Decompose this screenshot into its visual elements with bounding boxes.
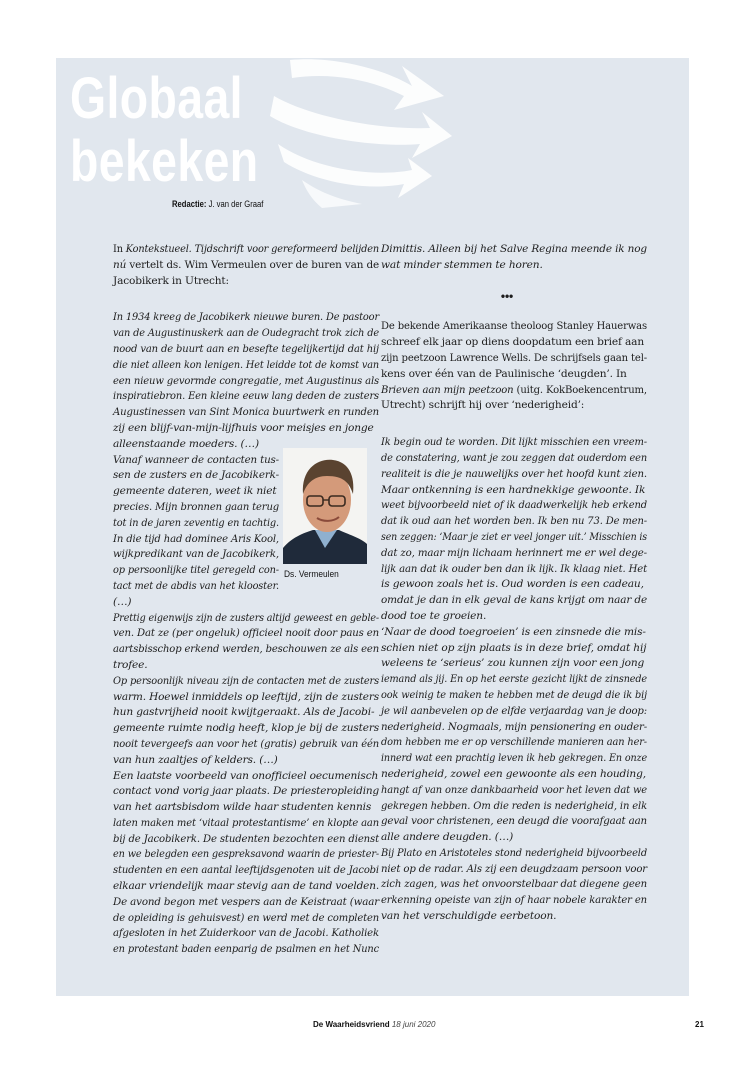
paragraph-gap: [381, 414, 643, 435]
text-line: [381, 383, 647, 399]
text-line: laten maken met ‘vitaal protestantisme’ en klopte aan: [113, 816, 380, 829]
text-line: Dimittis. Alleen bij het Salve Regina meende ik nog: [381, 243, 647, 255]
text-line: De bekende Amerikaanse theoloog Stanley Hauerwas: [381, 320, 647, 333]
text-line: bij de Jacobikerk. De studenten bezochten een dienst: [113, 832, 380, 845]
text-line: ‘Naar de dood toegroeien’ is een zinsnede die mis-: [381, 625, 646, 638]
text-line: zijn peetzoon Lawrence Wells. De schrijfsels gaan tel-: [381, 351, 648, 364]
text-line: die niet alleen kon lenigen. Het leidde tot de komst van: [113, 358, 380, 371]
section-separator: •••: [500, 288, 514, 303]
text-line: dat ik oud aan het worden ben. Ik ben nu 73. De men-: [381, 515, 647, 528]
text-line: hun gastvrijheid nooit kwijtgeraakt. Als de Jacobi-: [113, 706, 375, 719]
text-line: inspiratiebron. Een kleine eeuw lang deden de zusters: [113, 390, 379, 403]
text-line: Jacobikerk in Utrecht:: [113, 274, 229, 287]
text-line: Prettig eigenwijs zijn de zusters altijd geweest en geble-: [113, 611, 380, 624]
text-line: erkenning opeiste van zijn of haar nobele karakter en: [381, 894, 647, 907]
text-line: Bij Plato en Aristoteles stond nederigheid bijvoorbeeld: [381, 846, 648, 859]
paragraph-gap: [113, 289, 375, 310]
text-line: zich zagen, was het onvoorstelbaar dat diegene geen: [381, 878, 648, 891]
text-line: alleenstaande moeders. (…): [113, 437, 259, 450]
text-line: schien niet op zijn plaats is in deze brief, omdat hij: [381, 641, 647, 654]
portrait-photo: [283, 448, 367, 564]
paragraph: [113, 310, 380, 958]
text-line: van de Augustinuskerk aan de Oudegracht trok zich de: [113, 327, 379, 340]
editor-name: J. van der Graaf: [208, 199, 264, 209]
text-line: een nieuw gevormde congregatie, met Augustinus als: [113, 374, 380, 387]
text-line: nederigheid. Nogmaals, mijn pensionering en ouder-: [381, 720, 648, 733]
text-line: [113, 242, 379, 258]
text-line: schreef elk jaar op diens doopdatum een brief aan: [381, 336, 645, 349]
page-number: 21: [695, 1020, 704, 1029]
text-line: weleens te ‘serieus’ zou kunnen zijn voor een jong: [381, 657, 645, 670]
text-line: In 1934 kreeg de Jacobikerk nieuwe buren. De pastoor: [113, 311, 380, 324]
text-line: niet op de radar. Als zij een deugdzaam persoon voor: [381, 862, 647, 875]
quote-continuation: [381, 242, 647, 274]
text-line: is gewoon zoals het is. Oud worden is een cadeau,: [381, 578, 644, 591]
text-line: gekregen hebben. Om die reden is nederigheid, in elk: [381, 799, 647, 812]
text-line: trofee.: [113, 658, 148, 671]
publication-name: De Waarheidsvriend: [313, 1020, 390, 1029]
paragraph: [381, 435, 648, 925]
text-line: wat minder stemmen te horen.: [381, 258, 543, 271]
text-line: alle andere deugden. (…): [381, 831, 514, 844]
text-line: weet bijvoorbeeld niet of ik daadwerkelijk heb erkend: [381, 499, 648, 512]
text: (uitg. KokBoekencentrum,: [513, 383, 647, 396]
text-line: sen zeggen: ‘Maar je ziet er veel jonger uit.’ Misschien is: [381, 530, 648, 543]
text-line: en we belegden een gespreksavond waarin de priester-: [113, 848, 379, 861]
text-line: iemand als jij. En op het eerste gezicht lijkt de zinsnede: [381, 673, 647, 686]
text-line: precies. Mijn bronnen gaan terug: [113, 500, 279, 513]
text-line: dood toe te groeien.: [381, 609, 487, 622]
text-line: omdat je dan in elk geval de kans krijgt om naar de: [381, 594, 648, 607]
photo-caption: Ds. Vermeulen: [284, 569, 339, 580]
text-line: afgesloten in het Zuiderkoor van de Jacobi. Katholiek: [113, 927, 380, 940]
paragraph: [381, 319, 648, 414]
text-line: gemeente dateren, weet ik niet: [113, 485, 277, 498]
paragraph: [113, 242, 380, 289]
section-title-line2: bekeken: [70, 129, 259, 194]
text-line: zij een blijf-van-mijn-lijfhuis voor meisjes en jonge: [113, 421, 374, 434]
text-line: Utrecht) schrijft hij over ‘nederigheid’:: [381, 399, 585, 412]
text-line: Maar ontkenning is een hardnekkige gewoonte. Ik: [381, 483, 646, 496]
text-line: aartsbisschop erkend werden, beschouwen ze als een: [113, 643, 380, 656]
text-line: gemeente ruimte nodig heeft, klop je bij de zusters: [113, 722, 380, 735]
text-line: Een laatste voorbeeld van onofficieel oecumenisch: [113, 769, 379, 782]
text-line: de constatering, want je zou zeggen dat ouderdom een: [381, 451, 648, 464]
text: In: [113, 243, 126, 255]
italic-text: Brieven aan mijn peetzoon: [381, 383, 514, 396]
text-line: Op persoonlijk niveau zijn de contacten met de zusters: [113, 674, 380, 687]
globe-arrows-logo: [262, 58, 452, 208]
text-line: ven. Dat ze (per ongeluk) officieel nooit door paus en: [113, 627, 379, 640]
italic-text: nú: [113, 258, 127, 271]
text-line: wijkpredikant van de Jacobikerk,: [113, 548, 280, 561]
text-line: elkaar vriendelijk maar stevig aan de tand voelden.: [113, 880, 380, 893]
text-line: van het aartsbisdom wilde haar studenten kennis: [113, 801, 372, 814]
text-line: dom hebben me er op verschillende manieren aan her-: [381, 736, 647, 749]
text-line: geval voor christenen, een deugd die voorafgaat aan: [381, 815, 647, 828]
text-line: [113, 258, 379, 274]
text-line: sen de zusters en de Jacobikerk-: [113, 469, 280, 482]
text-line: (…): [113, 595, 132, 608]
text-line: van het verschuldigde eerbetoon.: [381, 910, 557, 923]
text-line: dat zo, maar mijn lichaam herinnert me er wel dege-: [381, 546, 647, 559]
text-line: en protestant baden eenparig de psalmen en het Nunc: [113, 943, 379, 956]
text-line: Ik begin oud te worden. Dit lijkt misschien een vreem-: [381, 436, 648, 449]
text-line: lijk aan dat ik ouder ben dan ik lijk. Ik klaag niet. Het: [381, 562, 648, 575]
text-line: Augustinessen van Sint Monica buurtwerk en runden: [113, 406, 380, 419]
text-line: kens over één van de Paulinische ‘deugden’. In: [381, 367, 627, 380]
text-line: van hun zaaltjes of kelders. (…): [113, 753, 278, 766]
text-line: In die tijd had dominee Aris Kool,: [113, 532, 279, 545]
section-title-line1: Globaal: [70, 66, 243, 131]
text-line: hangt af van onze dankbaarheid voor het leven dat we: [381, 783, 648, 796]
editor-credit: [172, 199, 263, 209]
text-line: Vanaf wanneer de contacten tus-: [113, 453, 279, 466]
footer-publication: [313, 1020, 435, 1029]
text-line: nederigheid, zowel een gewoonte als een houding,: [381, 767, 646, 780]
text-line: warm. Hoewel inmiddels op leeftijd, zijn de zusters: [113, 690, 379, 703]
text-line: de opleiding is gehuisvest) en werd met de completen: [113, 911, 379, 924]
text-line: innerd wat een prachtig leven ik heb gekregen. En onze: [381, 752, 647, 765]
right-column: [381, 242, 648, 925]
text-line: ook weinig te maken te hebben met de deugd die ik bij: [381, 688, 648, 701]
italic-text: Kontekstueel. Tijdschrift voor gereformeerd belijden: [125, 243, 380, 255]
text-line: realiteit is die je nauwelijks over het hoofd kunt zien.: [381, 467, 647, 480]
text-line: De avond begon met vespers aan de Keistraat (waar: [113, 895, 379, 908]
text-line: nood van de buurt aan en besefte tegelijkertijd dat hij: [113, 342, 379, 355]
text-line: contact vond vorig jaar plaats. De priesteropleiding: [113, 785, 379, 798]
text-line: tact met de abdis van het klooster.: [113, 579, 279, 592]
left-column: [113, 242, 380, 958]
text-line: studenten en een aantal leeftijdsgenoten uit de Jacobi: [113, 864, 379, 877]
text-line: op persoonlijke titel geregeld con-: [113, 564, 279, 577]
text-line: nooit tevergeefs aan voor het (gratis) gebruik van één: [113, 737, 380, 750]
text-line: je wil aanbevelen op de elfde verjaardag van je doop:: [381, 704, 648, 717]
text-line: tot in de jaren zeventig en tachtig.: [113, 516, 279, 529]
editor-label: Redactie:: [172, 199, 207, 209]
portrait-image: [283, 448, 367, 564]
publication-date: 18 juni 2020: [391, 1020, 436, 1029]
text: vertelt ds. Wim Vermeulen over de buren van de: [126, 258, 380, 271]
